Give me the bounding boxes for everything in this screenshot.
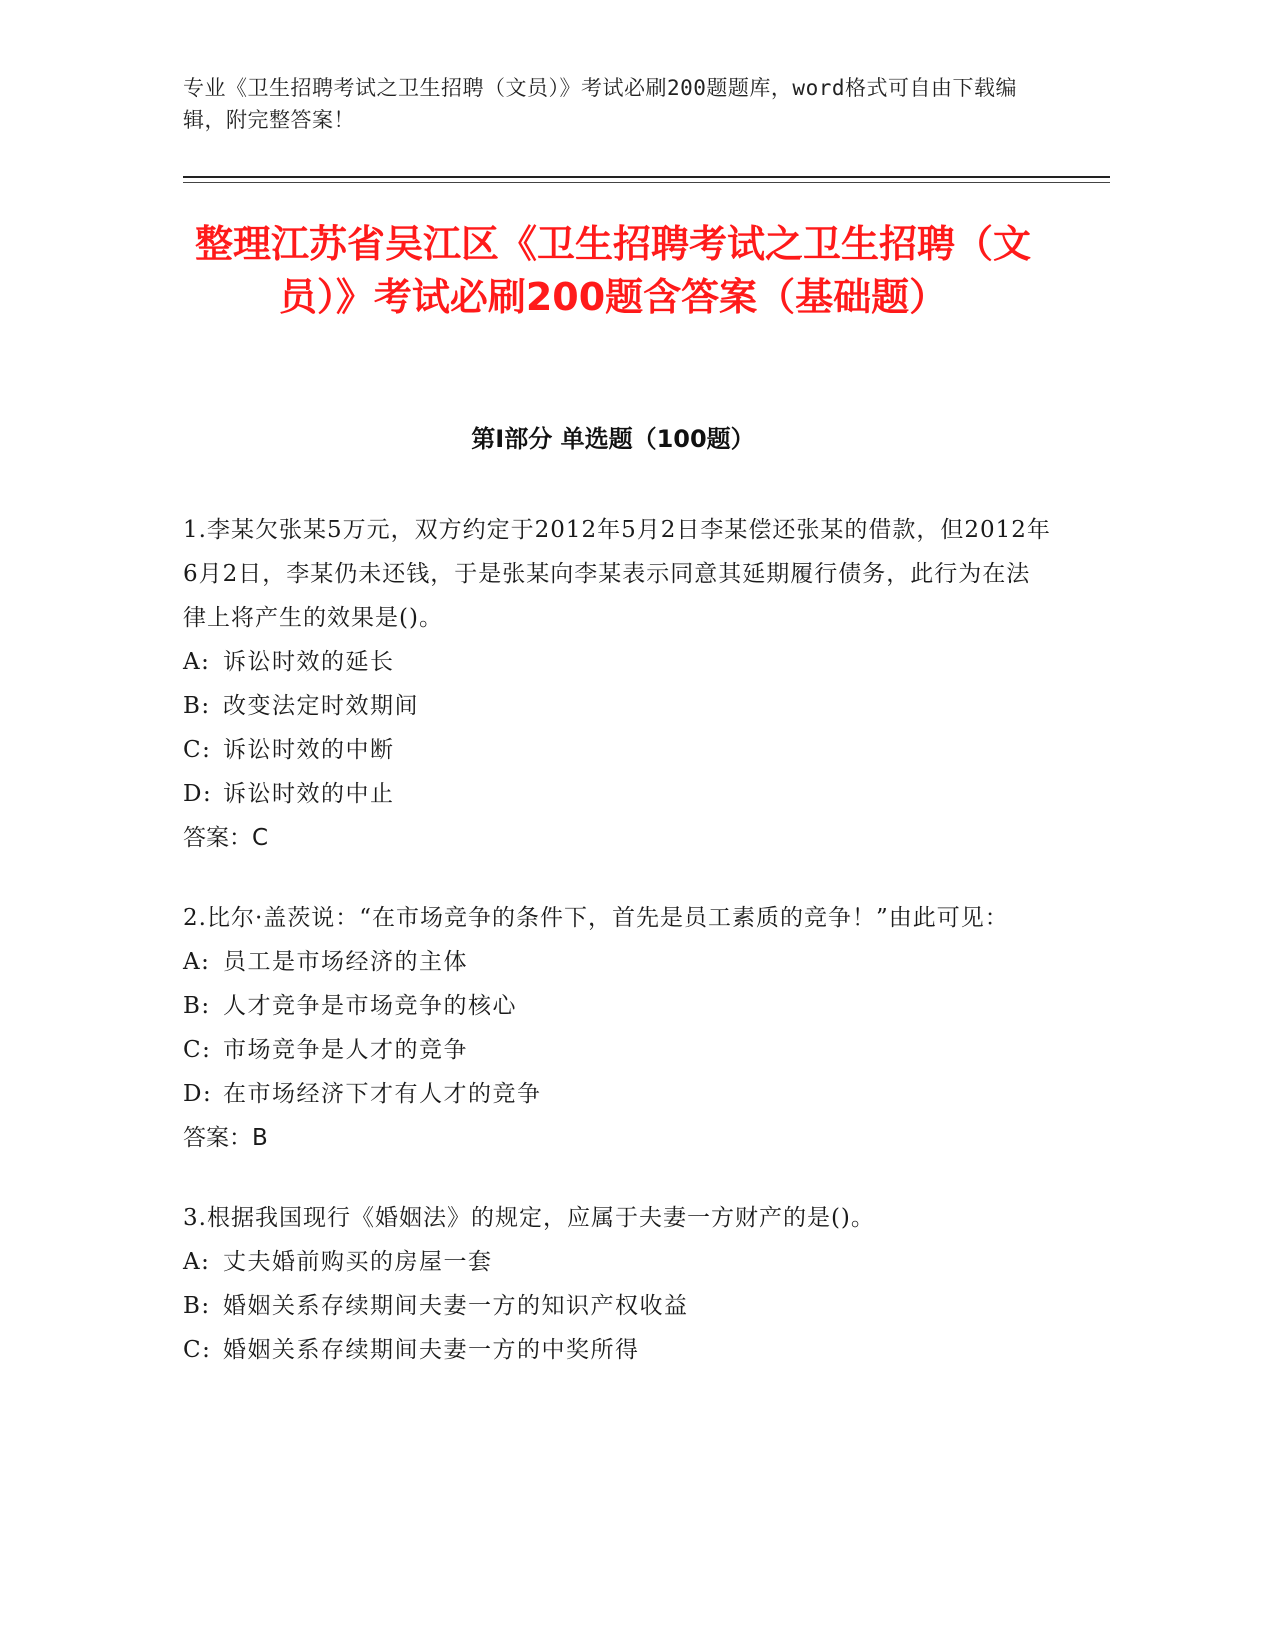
header-rule-thin <box>183 182 1110 183</box>
option-text: 诉讼时效的中断 <box>223 737 395 763</box>
section-heading: 第Ⅰ部分 单选题（100题） <box>471 425 755 453</box>
document-title: 整理江苏省吴江区《卫生招聘考试之卫生招聘（文员）》考试必刷200题含答案（基础题） <box>194 222 1031 319</box>
option-text: 丈夫婚前购买的房屋一套 <box>223 1249 493 1275</box>
option-text: 婚姻关系存续期间夫妻一方的中奖所得 <box>223 1337 640 1363</box>
question-1 <box>183 508 1053 860</box>
option-text: 诉讼时效的延长 <box>223 649 395 675</box>
header-note: 专业《卫生招聘考试之卫生招聘（文员）》考试必刷200题题库，word格式可自由下载编辑，附完整答案！ <box>183 76 1017 132</box>
option-letter: A: <box>183 949 211 975</box>
option-d <box>183 1072 1053 1116</box>
option-a <box>183 640 1053 684</box>
option-letter: D: <box>183 1081 213 1107</box>
option-text: 婚姻关系存续期间夫妻一方的知识产权收益 <box>223 1293 689 1319</box>
question-stem: 3.根据我国现行《婚姻法》的规定，应属于夫妻一方财产的是()。 <box>183 1205 875 1231</box>
question-2 <box>183 896 1053 1160</box>
option-b <box>183 1284 1053 1328</box>
question-3 <box>183 1196 1053 1372</box>
question-stem: 2.比尔·盖茨说：“在市场竞争的条件下，首先是员工素质的竞争！”由此可见： <box>183 905 1009 931</box>
option-text: 诉讼时效的中止 <box>223 781 395 807</box>
answer-line: 答案：C <box>183 825 269 851</box>
option-c <box>183 1028 1053 1072</box>
option-letter: B: <box>183 993 211 1019</box>
option-letter: C: <box>183 737 212 763</box>
header-rule-thick <box>183 176 1110 178</box>
option-text: 人才竞争是市场竞争的核心 <box>223 993 517 1019</box>
option-text: 市场竞争是人才的竞争 <box>223 1037 468 1063</box>
option-text: 改变法定时效期间 <box>223 693 419 719</box>
option-a <box>183 940 1053 984</box>
option-c <box>183 728 1053 772</box>
question-list <box>183 508 1053 1408</box>
question-stem: 1.李某欠张某5万元，双方约定于2012年5月2日李某偿还张某的借款，但2012年6月2日，李某仍未还钱，于是张某向李某表示同意其延期履行债务，此行为在法律上将产生的效果是()。 <box>183 517 1051 631</box>
option-letter: C: <box>183 1337 212 1363</box>
option-letter: A: <box>183 1249 211 1275</box>
option-d <box>183 772 1053 816</box>
option-letter: B: <box>183 693 211 719</box>
option-letter: D: <box>183 781 213 807</box>
answer-line: 答案：B <box>183 1125 268 1151</box>
option-b <box>183 684 1053 728</box>
option-letter: C: <box>183 1037 212 1063</box>
option-text: 员工是市场经济的主体 <box>223 949 468 975</box>
option-b <box>183 984 1053 1028</box>
option-a <box>183 1240 1053 1284</box>
option-letter: B: <box>183 1293 211 1319</box>
option-text: 在市场经济下才有人才的竞争 <box>223 1081 542 1107</box>
option-c <box>183 1328 1053 1372</box>
option-letter: A: <box>183 649 211 675</box>
